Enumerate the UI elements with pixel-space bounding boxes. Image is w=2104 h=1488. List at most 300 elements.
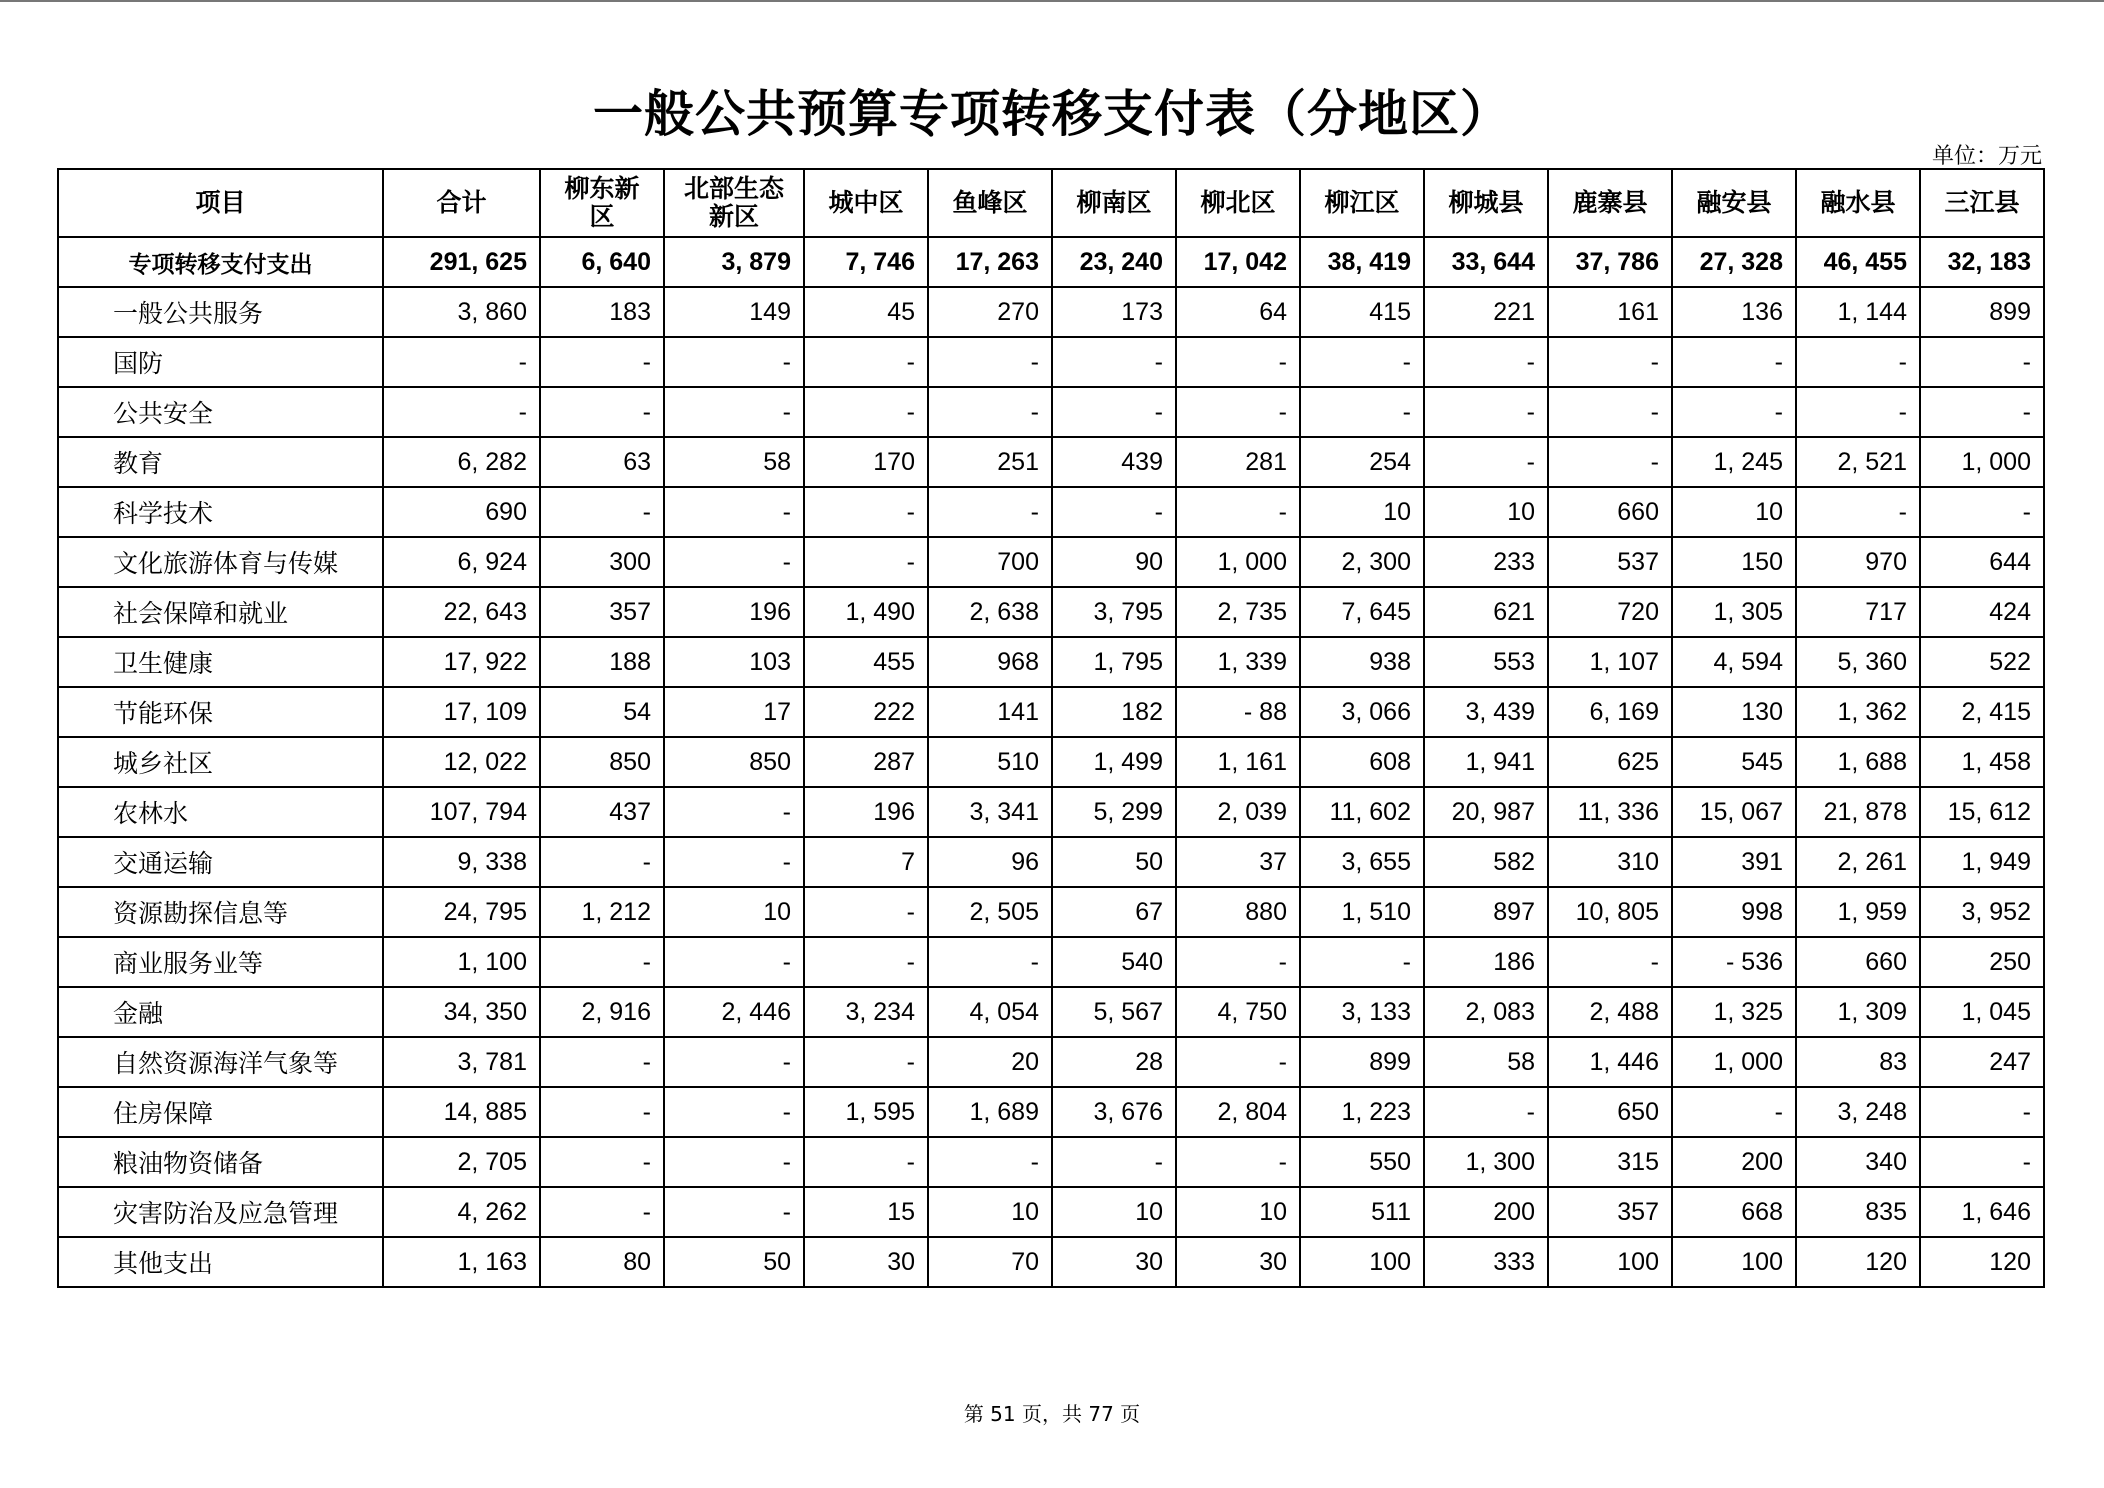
table-cell: 10: [1176, 1187, 1300, 1237]
table-cell: 700: [928, 537, 1052, 587]
column-header: 三江县: [1920, 169, 2044, 237]
table-cell: 27, 328: [1672, 237, 1796, 287]
table-row: [58, 937, 2044, 987]
table-cell: 644: [1920, 537, 2044, 587]
table-cell: 7, 746: [804, 237, 928, 287]
table-cell: 340: [1796, 1137, 1920, 1187]
table-cell: 835: [1796, 1187, 1920, 1237]
table-cell: 17, 109: [383, 687, 540, 737]
table-cell: 1, 458: [1920, 737, 2044, 787]
table-cell: 3, 133: [1300, 987, 1424, 1037]
table-cell: 70: [928, 1237, 1052, 1287]
table-row: [58, 487, 2044, 537]
table-cell: 2, 705: [383, 1137, 540, 1187]
table-cell: 1, 689: [928, 1087, 1052, 1137]
table-cell: -: [1920, 1087, 2044, 1137]
table-cell: 15, 067: [1672, 787, 1796, 837]
table-cell: -: [804, 537, 928, 587]
table-cell: 455: [804, 637, 928, 687]
table-cell: 690: [383, 487, 540, 537]
table-cell: 50: [1052, 837, 1176, 887]
table-cell: 424: [1920, 587, 2044, 637]
total-row: [58, 237, 2044, 287]
table-cell: 183: [540, 287, 664, 337]
table-cell: 141: [928, 687, 1052, 737]
table-cell: 10: [664, 887, 804, 937]
table-cell: 4, 750: [1176, 987, 1300, 1037]
row-label: 文化旅游体育与传媒: [58, 537, 383, 587]
table-cell: -: [664, 1037, 804, 1087]
table-cell: -: [1672, 387, 1796, 437]
table-cell: -: [1300, 387, 1424, 437]
table-cell: 1, 161: [1176, 737, 1300, 787]
table-cell: 30: [1052, 1237, 1176, 1287]
table-cell: 188: [540, 637, 664, 687]
table-cell: 33, 644: [1424, 237, 1548, 287]
page-top-rule: [0, 0, 2104, 2]
table-cell: 3, 066: [1300, 687, 1424, 737]
table-cell: -: [540, 1087, 664, 1137]
table-cell: 45: [804, 287, 928, 337]
table-cell: 7: [804, 837, 928, 887]
table-cell: 1, 163: [383, 1237, 540, 1287]
table-cell: -: [664, 937, 804, 987]
table-cell: 24, 795: [383, 887, 540, 937]
table-cell: -: [383, 387, 540, 437]
table-cell: 1, 941: [1424, 737, 1548, 787]
table-cell: 880: [1176, 887, 1300, 937]
table-row: [58, 1187, 2044, 1237]
column-header: 合计: [383, 169, 540, 237]
table-cell: 511: [1300, 1187, 1424, 1237]
table-cell: 100: [1672, 1237, 1796, 1287]
table-cell: 107, 794: [383, 787, 540, 837]
table-cell: -: [664, 1087, 804, 1137]
table-cell: 15, 612: [1920, 787, 2044, 837]
table-cell: 28: [1052, 1037, 1176, 1087]
column-header: 城中区: [804, 169, 928, 237]
table-row: [58, 1037, 2044, 1087]
table-cell: 2, 039: [1176, 787, 1300, 837]
table-cell: 3, 860: [383, 287, 540, 337]
table-cell: -: [1672, 337, 1796, 387]
budget-table: [57, 168, 2045, 1288]
table-cell: -: [1300, 937, 1424, 987]
table-cell: 10: [1424, 487, 1548, 537]
table-cell: -: [1796, 387, 1920, 437]
table-cell: -: [540, 1037, 664, 1087]
table-cell: 103: [664, 637, 804, 687]
table-cell: 1, 144: [1796, 287, 1920, 337]
row-label: 住房保障: [58, 1087, 383, 1137]
table-cell: 196: [804, 787, 928, 837]
table-row: [58, 1087, 2044, 1137]
table-cell: 899: [1920, 287, 2044, 337]
table-cell: -: [1052, 1137, 1176, 1187]
table-cell: 64: [1176, 287, 1300, 337]
table-cell: -: [664, 537, 804, 587]
table-cell: 17, 263: [928, 237, 1052, 287]
table-cell: 650: [1548, 1087, 1672, 1137]
table-cell: 897: [1424, 887, 1548, 937]
table-cell: 30: [1176, 1237, 1300, 1287]
table-cell: 17, 042: [1176, 237, 1300, 287]
table-cell: 20, 987: [1424, 787, 1548, 837]
table-cell: 10, 805: [1548, 887, 1672, 937]
table-cell: -: [540, 1187, 664, 1237]
table-cell: -: [1176, 937, 1300, 987]
table-cell: -: [664, 337, 804, 387]
table-cell: 2, 638: [928, 587, 1052, 637]
table-cell: 998: [1672, 887, 1796, 937]
table-cell: -: [1176, 337, 1300, 387]
table-cell: -: [1424, 437, 1548, 487]
table-cell: 20: [928, 1037, 1052, 1087]
table-cell: 668: [1672, 1187, 1796, 1237]
table-cell: 58: [664, 437, 804, 487]
table-cell: 3, 795: [1052, 587, 1176, 637]
table-cell: 357: [1548, 1187, 1672, 1237]
table-cell: 11, 602: [1300, 787, 1424, 837]
table-cell: 90: [1052, 537, 1176, 587]
column-header: 柳东新区: [540, 169, 664, 237]
table-cell: 3, 341: [928, 787, 1052, 837]
table-cell: -: [804, 1037, 928, 1087]
table-cell: 200: [1672, 1137, 1796, 1187]
table-cell: 300: [540, 537, 664, 587]
unit-label: 单位：万元: [1931, 144, 2042, 169]
table-cell: -: [928, 387, 1052, 437]
table-cell: -: [1920, 1137, 2044, 1187]
table-cell: 281: [1176, 437, 1300, 487]
table-cell: -: [1176, 487, 1300, 537]
table-cell: 3, 781: [383, 1037, 540, 1087]
table-cell: 173: [1052, 287, 1176, 337]
row-label: 一般公共服务: [58, 287, 383, 337]
table-cell: 1, 510: [1300, 887, 1424, 937]
table-cell: 11, 336: [1548, 787, 1672, 837]
row-label: 资源勘探信息等: [58, 887, 383, 937]
table-cell: 1, 646: [1920, 1187, 2044, 1237]
table-cell: - 88: [1176, 687, 1300, 737]
table-cell: 10: [1672, 487, 1796, 537]
table-cell: -: [1796, 487, 1920, 537]
row-label: 社会保障和就业: [58, 587, 383, 637]
table-cell: 1, 100: [383, 937, 540, 987]
column-header: 融水县: [1796, 169, 1920, 237]
table-cell: 1, 000: [1176, 537, 1300, 587]
row-label: 卫生健康: [58, 637, 383, 687]
table-cell: 391: [1672, 837, 1796, 887]
table-row: [58, 637, 2044, 687]
table-row: [58, 287, 2044, 337]
table-cell: 100: [1548, 1237, 1672, 1287]
row-label: 节能环保: [58, 687, 383, 737]
table-cell: 2, 415: [1920, 687, 2044, 737]
row-label: 公共安全: [58, 387, 383, 437]
table-cell: -: [1920, 337, 2044, 387]
column-header: 柳南区: [1052, 169, 1176, 237]
table-cell: 4, 262: [383, 1187, 540, 1237]
table-cell: 5, 567: [1052, 987, 1176, 1037]
row-label: 城乡社区: [58, 737, 383, 787]
table-cell: 6, 924: [383, 537, 540, 587]
table-cell: -: [540, 487, 664, 537]
table-cell: -: [1052, 487, 1176, 537]
table-cell: 3, 234: [804, 987, 928, 1037]
table-body: [58, 237, 2044, 1287]
table-cell: 182: [1052, 687, 1176, 737]
table-cell: 968: [928, 637, 1052, 687]
table-cell: 333: [1424, 1237, 1548, 1287]
table-cell: 136: [1672, 287, 1796, 337]
table-cell: 660: [1548, 487, 1672, 537]
table-cell: 540: [1052, 937, 1176, 987]
table-cell: 1, 045: [1920, 987, 2044, 1037]
table-cell: 291, 625: [383, 237, 540, 287]
table-cell: 9, 338: [383, 837, 540, 887]
table-cell: 5, 299: [1052, 787, 1176, 837]
table-cell: 1, 309: [1796, 987, 1920, 1037]
table-cell: 522: [1920, 637, 2044, 687]
table-cell: 1, 795: [1052, 637, 1176, 687]
table-cell: -: [928, 1137, 1052, 1187]
table-cell: 3, 439: [1424, 687, 1548, 737]
table-cell: -: [1424, 1087, 1548, 1137]
column-header: 柳北区: [1176, 169, 1300, 237]
table-cell: 938: [1300, 637, 1424, 687]
table-cell: 161: [1548, 287, 1672, 337]
table-cell: 17: [664, 687, 804, 737]
table-cell: 3, 952: [1920, 887, 2044, 937]
table-cell: 720: [1548, 587, 1672, 637]
table-cell: 30: [804, 1237, 928, 1287]
row-label: 其他支出: [58, 1237, 383, 1287]
table-cell: -: [1424, 387, 1548, 437]
table-cell: 582: [1424, 837, 1548, 887]
table-cell: 80: [540, 1237, 664, 1287]
table-cell: 170: [804, 437, 928, 487]
table-cell: 6, 282: [383, 437, 540, 487]
table-cell: -: [664, 837, 804, 887]
table-cell: 1, 305: [1672, 587, 1796, 637]
table-cell: 550: [1300, 1137, 1424, 1187]
page-number: 第 51 页，共 77 页: [963, 1402, 1141, 1426]
table-cell: 2, 300: [1300, 537, 1424, 587]
table-cell: 1, 959: [1796, 887, 1920, 937]
table-cell: -: [1052, 387, 1176, 437]
row-label: 粮油物资储备: [58, 1137, 383, 1187]
table-cell: 2, 083: [1424, 987, 1548, 1037]
table-cell: 510: [928, 737, 1052, 787]
table-cell: 625: [1548, 737, 1672, 787]
table-cell: 6, 640: [540, 237, 664, 287]
table-cell: 6, 169: [1548, 687, 1672, 737]
table-cell: 608: [1300, 737, 1424, 787]
table-cell: 1, 339: [1176, 637, 1300, 687]
row-label: 专项转移支付支出: [58, 237, 383, 287]
table-cell: -: [1424, 337, 1548, 387]
table-cell: 37, 786: [1548, 237, 1672, 287]
table-cell: 1, 446: [1548, 1037, 1672, 1087]
table-cell: 21, 878: [1796, 787, 1920, 837]
table-cell: 357: [540, 587, 664, 637]
table-cell: 2, 488: [1548, 987, 1672, 1037]
table-cell: -: [540, 337, 664, 387]
table-cell: -: [804, 487, 928, 537]
row-label: 国防: [58, 337, 383, 387]
table-cell: 1, 300: [1424, 1137, 1548, 1187]
table-cell: 537: [1548, 537, 1672, 587]
table-cell: -: [1920, 387, 2044, 437]
table-cell: -: [1176, 387, 1300, 437]
table-cell: 1, 362: [1796, 687, 1920, 737]
table-cell: 17, 922: [383, 637, 540, 687]
column-header: 项目: [58, 169, 383, 237]
table-cell: 4, 594: [1672, 637, 1796, 687]
column-header: 柳城县: [1424, 169, 1548, 237]
row-label: 科学技术: [58, 487, 383, 537]
table-cell: 1, 212: [540, 887, 664, 937]
table-cell: -: [1548, 337, 1672, 387]
table-cell: 50: [664, 1237, 804, 1287]
table-row: [58, 587, 2044, 637]
table-cell: 221: [1424, 287, 1548, 337]
table-cell: -: [804, 937, 928, 987]
table-cell: -: [664, 387, 804, 437]
table-cell: 233: [1424, 537, 1548, 587]
table-cell: 3, 248: [1796, 1087, 1920, 1137]
table-cell: 3, 879: [664, 237, 804, 287]
table-cell: 1, 107: [1548, 637, 1672, 687]
table-cell: 2, 505: [928, 887, 1052, 937]
table-cell: 437: [540, 787, 664, 837]
table-cell: 850: [664, 737, 804, 787]
table-cell: 1, 949: [1920, 837, 2044, 887]
table-row: [58, 1137, 2044, 1187]
table-cell: 553: [1424, 637, 1548, 687]
table-row: [58, 737, 2044, 787]
table-cell: 250: [1920, 937, 2044, 987]
table-cell: 149: [664, 287, 804, 337]
table-cell: 100: [1300, 1237, 1424, 1287]
table-cell: -: [804, 337, 928, 387]
table-cell: 222: [804, 687, 928, 737]
table-row: [58, 337, 2044, 387]
table-cell: 1, 000: [1672, 1037, 1796, 1087]
table-cell: 34, 350: [383, 987, 540, 1037]
table-cell: 1, 490: [804, 587, 928, 637]
table-row: [58, 887, 2044, 937]
row-label: 金融: [58, 987, 383, 1037]
row-label: 灾害防治及应急管理: [58, 1187, 383, 1237]
table-cell: 58: [1424, 1037, 1548, 1087]
table-cell: 54: [540, 687, 664, 737]
column-header: 鹿寨县: [1548, 169, 1672, 237]
table-cell: 1, 595: [804, 1087, 928, 1137]
table-cell: -: [664, 1187, 804, 1237]
table-cell: 46, 455: [1796, 237, 1920, 287]
table-cell: -: [1052, 337, 1176, 387]
table-cell: 7, 645: [1300, 587, 1424, 637]
table-cell: 2, 261: [1796, 837, 1920, 887]
table-cell: 5, 360: [1796, 637, 1920, 687]
row-label: 教育: [58, 437, 383, 487]
table-row: [58, 687, 2044, 737]
table-cell: -: [1920, 487, 2044, 537]
table-cell: -: [1672, 1087, 1796, 1137]
table-cell: 10: [928, 1187, 1052, 1237]
table-cell: -: [1548, 387, 1672, 437]
table-cell: 10: [1052, 1187, 1176, 1237]
table-cell: 1, 245: [1672, 437, 1796, 487]
table-cell: 37: [1176, 837, 1300, 887]
table-row: [58, 987, 2044, 1037]
table-cell: 545: [1672, 737, 1796, 787]
table-cell: 4, 054: [928, 987, 1052, 1037]
table-cell: -: [664, 787, 804, 837]
table-cell: 254: [1300, 437, 1424, 487]
table-cell: 130: [1672, 687, 1796, 737]
table-header-row: [58, 169, 2044, 237]
table-cell: 10: [1300, 487, 1424, 537]
table-cell: -: [928, 937, 1052, 987]
table-cell: -: [664, 1137, 804, 1187]
table-cell: 970: [1796, 537, 1920, 587]
column-header: 鱼峰区: [928, 169, 1052, 237]
table-cell: 310: [1548, 837, 1672, 887]
table-cell: 2, 916: [540, 987, 664, 1037]
table-cell: -: [1300, 337, 1424, 387]
table-cell: 3, 676: [1052, 1087, 1176, 1137]
table-cell: 67: [1052, 887, 1176, 937]
table-cell: -: [1548, 937, 1672, 987]
table-cell: 251: [928, 437, 1052, 487]
table-cell: 63: [540, 437, 664, 487]
table-cell: 120: [1920, 1237, 2044, 1287]
table-cell: 1, 499: [1052, 737, 1176, 787]
table-cell: 439: [1052, 437, 1176, 487]
table-cell: 23, 240: [1052, 237, 1176, 287]
table-cell: 120: [1796, 1237, 1920, 1287]
table-cell: -: [1176, 1137, 1300, 1187]
table-cell: 247: [1920, 1037, 2044, 1087]
table-cell: 3, 655: [1300, 837, 1424, 887]
table-cell: 717: [1796, 587, 1920, 637]
table-cell: -: [540, 387, 664, 437]
table-cell: -: [1796, 337, 1920, 387]
table-cell: 621: [1424, 587, 1548, 637]
table-cell: 150: [1672, 537, 1796, 587]
table-row: [58, 537, 2044, 587]
table-cell: 200: [1424, 1187, 1548, 1237]
table-cell: 2, 446: [664, 987, 804, 1037]
table-cell: -: [540, 837, 664, 887]
table-cell: -: [804, 1137, 928, 1187]
row-label: 交通运输: [58, 837, 383, 887]
table-cell: -: [928, 487, 1052, 537]
table-cell: -: [804, 387, 928, 437]
table-row: [58, 387, 2044, 437]
table-cell: 270: [928, 287, 1052, 337]
table-cell: 315: [1548, 1137, 1672, 1187]
table-cell: 1, 688: [1796, 737, 1920, 787]
table-cell: - 536: [1672, 937, 1796, 987]
table-cell: 2, 521: [1796, 437, 1920, 487]
table-cell: -: [540, 1137, 664, 1187]
table-cell: 38, 419: [1300, 237, 1424, 287]
table-cell: 1, 223: [1300, 1087, 1424, 1137]
